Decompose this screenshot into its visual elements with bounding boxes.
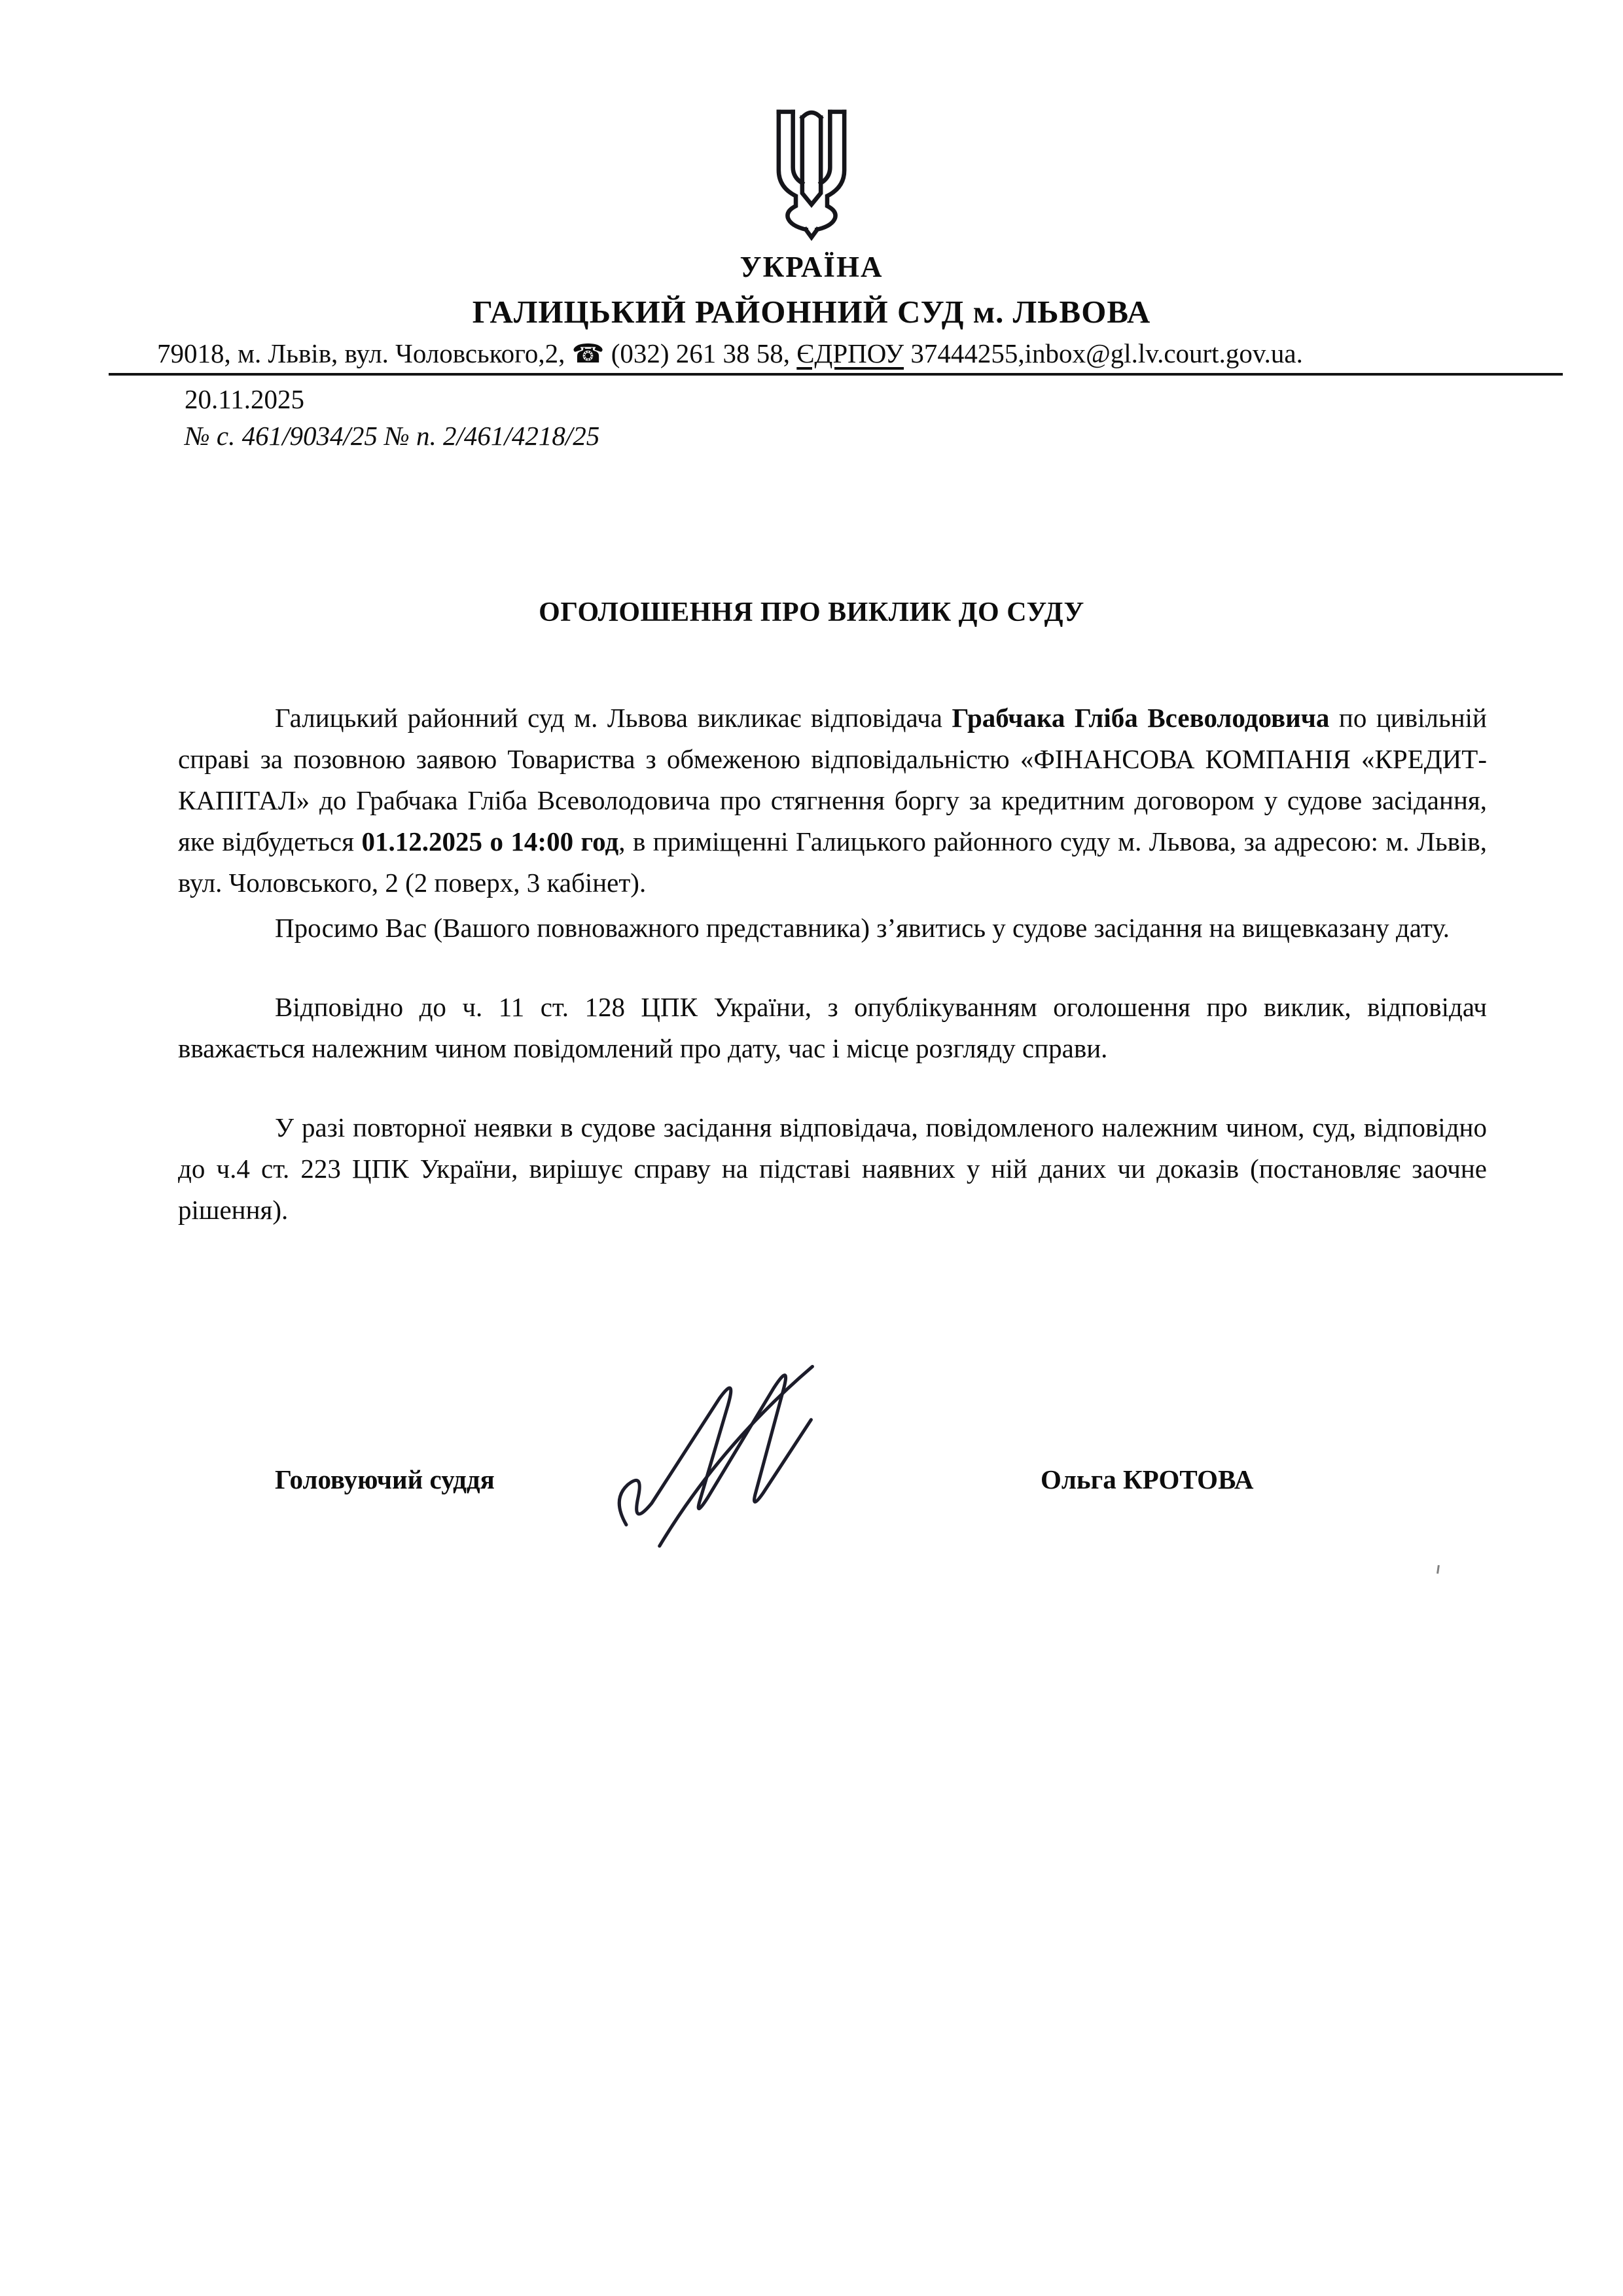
hearing-datetime: 01.12.2025 о 14:00 год <box>361 826 619 857</box>
document-date: 20.11.2025 <box>185 384 304 414</box>
address-part3: 37444255,inbox@gl.lv.court.gov.ua. <box>904 338 1303 368</box>
judge-role-label: Головуючий суддя <box>275 1464 495 1494</box>
court-address-line <box>157 338 1551 369</box>
paragraph-summons <box>178 698 1487 904</box>
address-part2: (032) 261 38 58, <box>604 338 797 368</box>
phone-icon: ☎ <box>571 339 605 369</box>
paragraph-absence-consequence: У разі повторної неявки в судове засідання відповідача, повідомленого належним чином, суд, відповідно до ч.4 ст. 223 ЦПК України, вирішує справу на підставі наявних у ній даних чи доказів (постановляє заочне рішення). <box>178 1112 1487 1225</box>
defendant-name: Грабчака Гліба Всеволодовича <box>952 703 1330 733</box>
text-run: Галицький районний суд м. Львова викликає відповідача <box>275 703 952 733</box>
court-name: ГАЛИЦЬКИЙ РАЙОННИЙ СУД м. ЛЬВОВА <box>472 294 1151 330</box>
paragraph-request: Просимо Вас (Вашого повноважного представника) з’явитись у судове засідання на вищевказану дату. <box>275 913 1450 943</box>
address-part1: 79018, м. Львів, вул. Чоловського,2, <box>157 338 572 368</box>
paragraph-legal-notice: Відповідно до ч. 11 ст. 128 ЦПК України, з опублікуванням оголошення про виклик, відповідач вважається належним чином повідомлений про дату, час і місце розгляду справи. <box>178 992 1487 1063</box>
country-name: УКРАЇНА <box>740 251 883 283</box>
document-title: ОГОЛОШЕННЯ ПРО ВИКЛИК ДО СУДУ <box>539 597 1084 627</box>
judge-signature <box>599 1347 906 1553</box>
case-numbers: № с. 461/9034/25 № п. 2/461/4218/25 <box>185 421 600 451</box>
document-body <box>178 698 1487 1231</box>
edrpou-label: ЄДРПОУ <box>796 338 904 368</box>
header-divider <box>109 373 1563 376</box>
text-run: , в приміщенні Галицького районного суду м. Львова, за адресою: м. Львів, вул. Чоловського, 2 (2 поверх, 3 кабінет). <box>178 826 1488 898</box>
text-run: по цивільній справі за позовною заявою Товариства з обмеженою відповідальністю «ФІНАНСОВА КОМПАНІЯ «КРЕДИТ-КАПІТАЛ» до Грабчака Гліба Всеволодовича про стягнення боргу за кредитним договором у судове засідання, яке відбудеться <box>178 703 1487 857</box>
scan-artifact-mark <box>1436 1565 1440 1574</box>
ukraine-trident-emblem <box>760 105 863 247</box>
judge-name: Ольга КРОТОВА <box>1041 1464 1254 1494</box>
